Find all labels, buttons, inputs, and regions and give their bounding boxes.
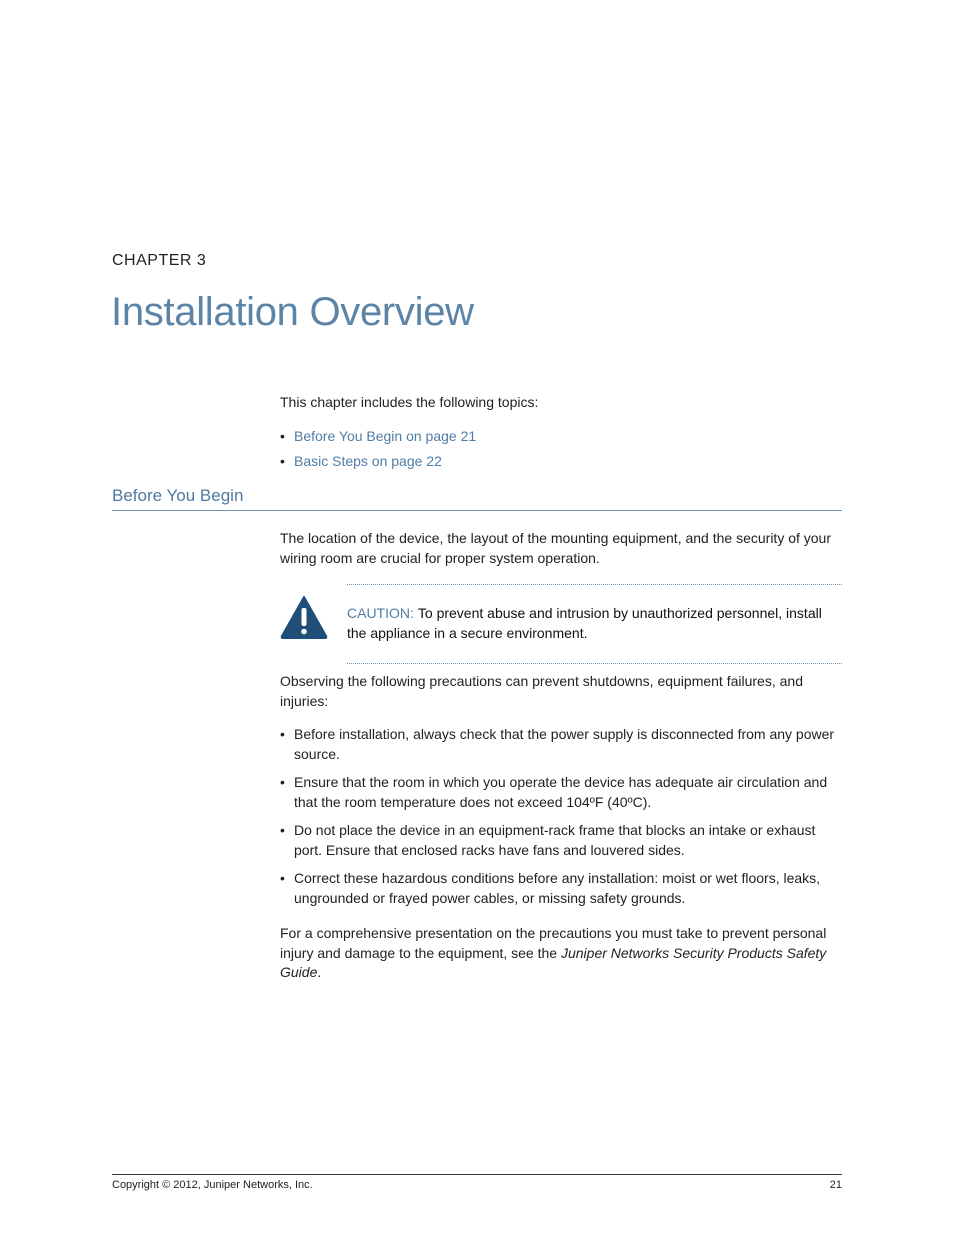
caution-message: To prevent abuse and intrusion by unauthorized personnel, install the appliance in a secure environment. [347, 605, 822, 641]
warning-triangle-icon [280, 595, 328, 639]
topic-item [280, 428, 476, 453]
bullet: • [280, 428, 285, 444]
topic-link-basic-steps[interactable]: Basic Steps on page 22 [294, 453, 442, 469]
section-heading: Before You Begin [112, 486, 842, 511]
page-footer [112, 1174, 842, 1191]
topic-list [280, 428, 476, 478]
closing-paragraph [280, 924, 842, 983]
caution-text [347, 604, 845, 643]
closing-text: For a comprehensive presentation on the precautions you must take to prevent personal injury and damage to the equipment, see the [280, 925, 827, 961]
bullet: • [280, 774, 285, 790]
chapter-title: Installation Overview [111, 290, 474, 334]
list-item-text: Correct these hazardous conditions before any installation: moist or wet floors, leaks, ungrounded or frayed power cables, or missing safety grounds. [294, 870, 821, 906]
list-item [280, 869, 844, 908]
list-item-text: Ensure that the room in which you operate the device has adequate air circulation and that the room temperature does not exceed 104ºF (40ºC). [294, 774, 828, 810]
topic-link-before-you-begin[interactable]: Before You Begin on page 21 [294, 428, 477, 444]
topic-item [280, 453, 476, 478]
chapter-label: CHAPTER 3 [112, 252, 207, 269]
list-item [280, 821, 844, 860]
safety-guide-title: Juniper Networks Security Products Safety Guide [280, 944, 827, 980]
bullet: • [280, 870, 285, 886]
copyright-text: Copyright © 2012, Juniper Networks, Inc. [112, 1179, 313, 1191]
list-item [280, 725, 844, 764]
bullet: • [280, 453, 285, 469]
closing-period: . [317, 964, 322, 980]
precautions-list [280, 725, 844, 917]
intro-text: This chapter includes the following topics: [280, 394, 539, 410]
caution-label: CAUTION: [347, 605, 414, 621]
bullet: • [280, 822, 285, 838]
bullet: • [280, 726, 285, 742]
list-item-text: Before installation, always check that the power supply is disconnected from any power source. [294, 726, 835, 762]
page-number: 21 [829, 1179, 842, 1191]
precautions-intro: Observing the following precautions can prevent shutdowns, equipment failures, and injuries: [280, 673, 803, 709]
list-item [280, 773, 844, 812]
section-paragraph: The location of the device, the layout of the mounting equipment, and the security of your wiring room are crucial for proper system operation. [280, 530, 832, 566]
list-item-text: Do not place the device in an equipment-rack frame that blocks an intake or exhaust port. Ensure that enclosed racks have fans and louvered sides. [294, 822, 816, 858]
